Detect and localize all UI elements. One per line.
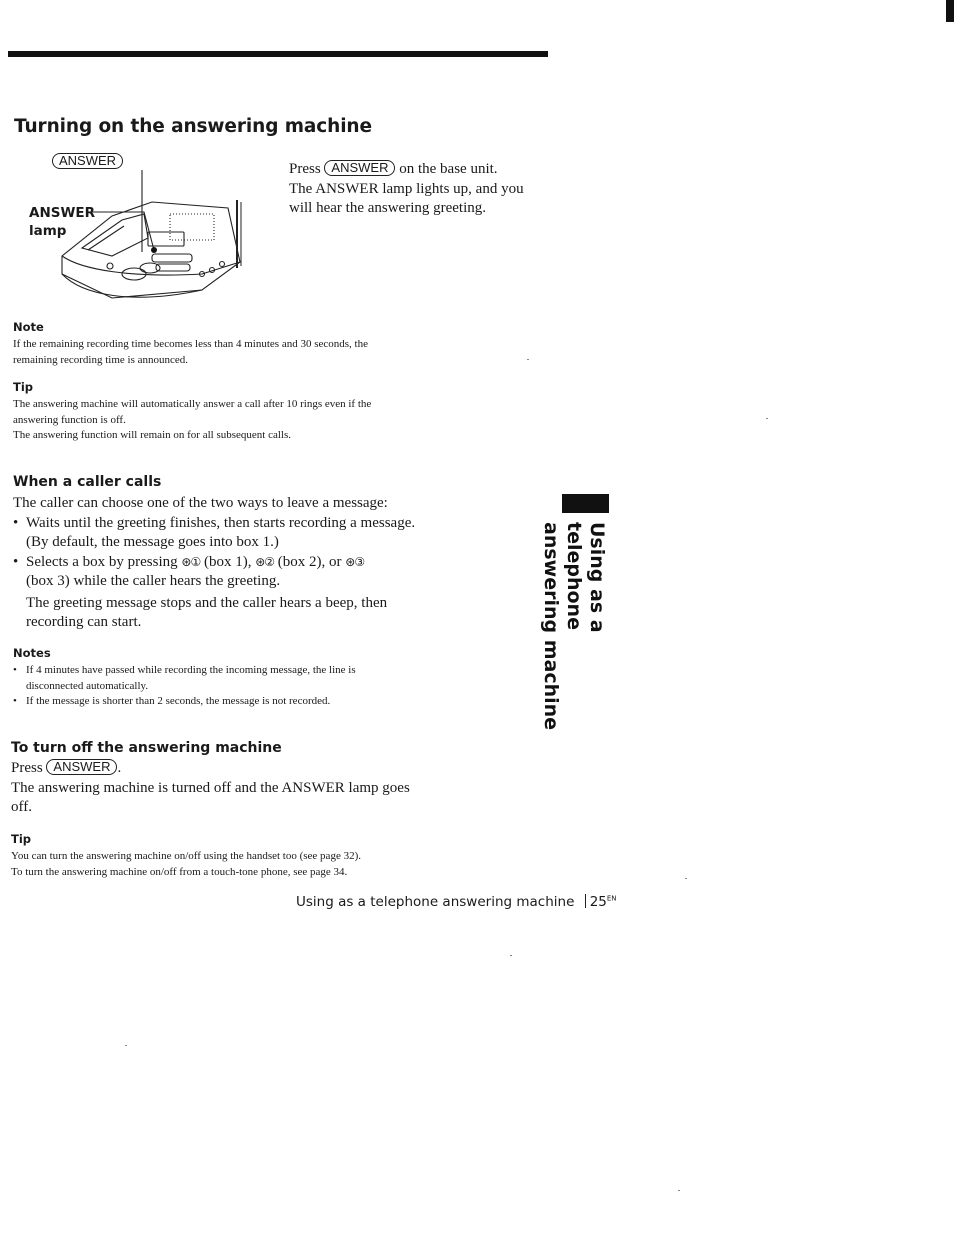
tip-line3: The answering function will remain on for all subsequent calls. bbox=[13, 429, 291, 441]
option1-line2: (By default, the message goes into box 1.) bbox=[26, 534, 279, 550]
lamp-label-line1: ANSWER bbox=[29, 205, 95, 221]
option2-line2: (box 3) while the caller hears the greeting. bbox=[26, 573, 281, 589]
page-suffix: EN bbox=[606, 894, 617, 903]
side-tab-bar bbox=[562, 494, 609, 513]
page-number: 25 bbox=[589, 894, 607, 910]
caller-heading: When a caller calls bbox=[13, 474, 162, 490]
footer-text: Using as a telephone answering machine bbox=[296, 894, 575, 910]
answer-key-label: ANSWER bbox=[52, 153, 123, 169]
tip-line2: answering function is off. bbox=[13, 413, 126, 426]
answer-key: ANSWER bbox=[324, 160, 395, 176]
option2-box2: (box 2), or bbox=[277, 553, 342, 570]
scan-speck bbox=[685, 878, 687, 879]
tip2-line2: To turn the answering machine on/off from a touch-tone phone, see page 34. bbox=[11, 865, 348, 878]
option2-line1 bbox=[26, 553, 453, 573]
turnoff-line2: off. bbox=[11, 799, 32, 815]
caller-section bbox=[13, 494, 453, 633]
tip-text bbox=[13, 397, 453, 444]
caller-intro: The caller can choose one of the two ways to leave a message: bbox=[13, 495, 388, 511]
turnoff-section bbox=[11, 759, 451, 818]
box2-key-icon: ⊛② bbox=[255, 554, 275, 569]
scan-speck bbox=[510, 955, 512, 956]
side-tab-line2: answering machine bbox=[540, 522, 562, 731]
answer-key-callout bbox=[120, 170, 142, 252]
list-item bbox=[13, 663, 453, 694]
lamp-label-line2: lamp bbox=[29, 223, 67, 239]
option2-paragraph bbox=[26, 594, 453, 633]
tip2-text bbox=[11, 849, 451, 880]
notes-item2: • If the message is shorter than 2 seconds, the message is not recorded. bbox=[26, 695, 331, 707]
page-title: Turning on the answering machine bbox=[14, 116, 372, 137]
intro-line2: The ANSWER lamp lights up, and you bbox=[289, 180, 524, 197]
notes-list bbox=[13, 663, 453, 710]
box3-key-icon: ⊛③ bbox=[345, 554, 365, 569]
tip-line1: The answering machine will automatically answer a call after 10 rings even if the bbox=[13, 398, 372, 410]
corner-mark bbox=[946, 0, 954, 22]
note-line1: If the remaining recording time becomes less than 4 minutes and 30 seconds, the bbox=[13, 338, 368, 350]
scan-speck bbox=[527, 359, 529, 360]
option2-para-line2: recording can start. bbox=[26, 614, 142, 630]
note-text bbox=[13, 337, 453, 368]
figure-answer-key bbox=[52, 153, 123, 171]
tip2-line1: You can turn the answering machine on/off using the handset too (see page 32). bbox=[11, 850, 361, 862]
notes-text bbox=[13, 663, 453, 710]
intro-press: Press bbox=[289, 161, 321, 177]
page-footer bbox=[296, 894, 617, 910]
top-rule bbox=[8, 51, 548, 57]
intro-after-key: on the base unit. bbox=[399, 161, 498, 177]
turnoff-press-line bbox=[11, 759, 451, 779]
answer-lamp-dot bbox=[151, 247, 157, 253]
notes-item1-line2: disconnected automatically. bbox=[26, 679, 149, 692]
list-item bbox=[13, 514, 453, 553]
caller-options-list bbox=[13, 514, 453, 633]
option2-prefix: Selects a box by pressing bbox=[26, 553, 178, 570]
notes-heading: Notes bbox=[13, 646, 51, 660]
intro-line3: will hear the answering greeting. bbox=[289, 200, 487, 216]
tip-heading: Tip bbox=[13, 380, 34, 394]
footer-divider bbox=[585, 894, 586, 908]
notes-item1-line1: • If 4 minutes have passed while recording the incoming message, the line is bbox=[26, 664, 356, 676]
scan-speck bbox=[678, 1190, 680, 1191]
note-line2: remaining recording time is announced. bbox=[13, 353, 189, 366]
tip2-heading: Tip bbox=[11, 832, 32, 846]
turnoff-line1: The answering machine is turned off and the ANSWER lamp goes bbox=[11, 779, 410, 796]
note-heading: Note bbox=[13, 320, 44, 334]
scan-speck bbox=[125, 1045, 127, 1046]
option2-box1: (box 1), bbox=[203, 553, 252, 570]
turnoff-period: . bbox=[117, 760, 122, 776]
intro-line1 bbox=[289, 160, 559, 180]
intro-paragraph bbox=[289, 160, 559, 219]
option2-para-line1: The greeting message stops and the caller hears a beep, then bbox=[26, 594, 388, 611]
box1-key-icon: ⊛① bbox=[181, 554, 201, 569]
list-item bbox=[13, 553, 453, 633]
option1-line1: • Waits until the greeting finishes, then starts recording a message. bbox=[26, 514, 416, 531]
section-side-tab bbox=[540, 522, 608, 732]
turnoff-press: Press bbox=[11, 760, 43, 776]
scan-speck bbox=[766, 418, 768, 419]
side-tab-line1: Using as a telephone bbox=[563, 522, 608, 633]
list-item bbox=[13, 694, 453, 710]
turnoff-heading: To turn off the answering machine bbox=[11, 740, 282, 756]
answering-machine-illustration bbox=[52, 170, 252, 310]
answer-key: ANSWER bbox=[46, 759, 117, 775]
